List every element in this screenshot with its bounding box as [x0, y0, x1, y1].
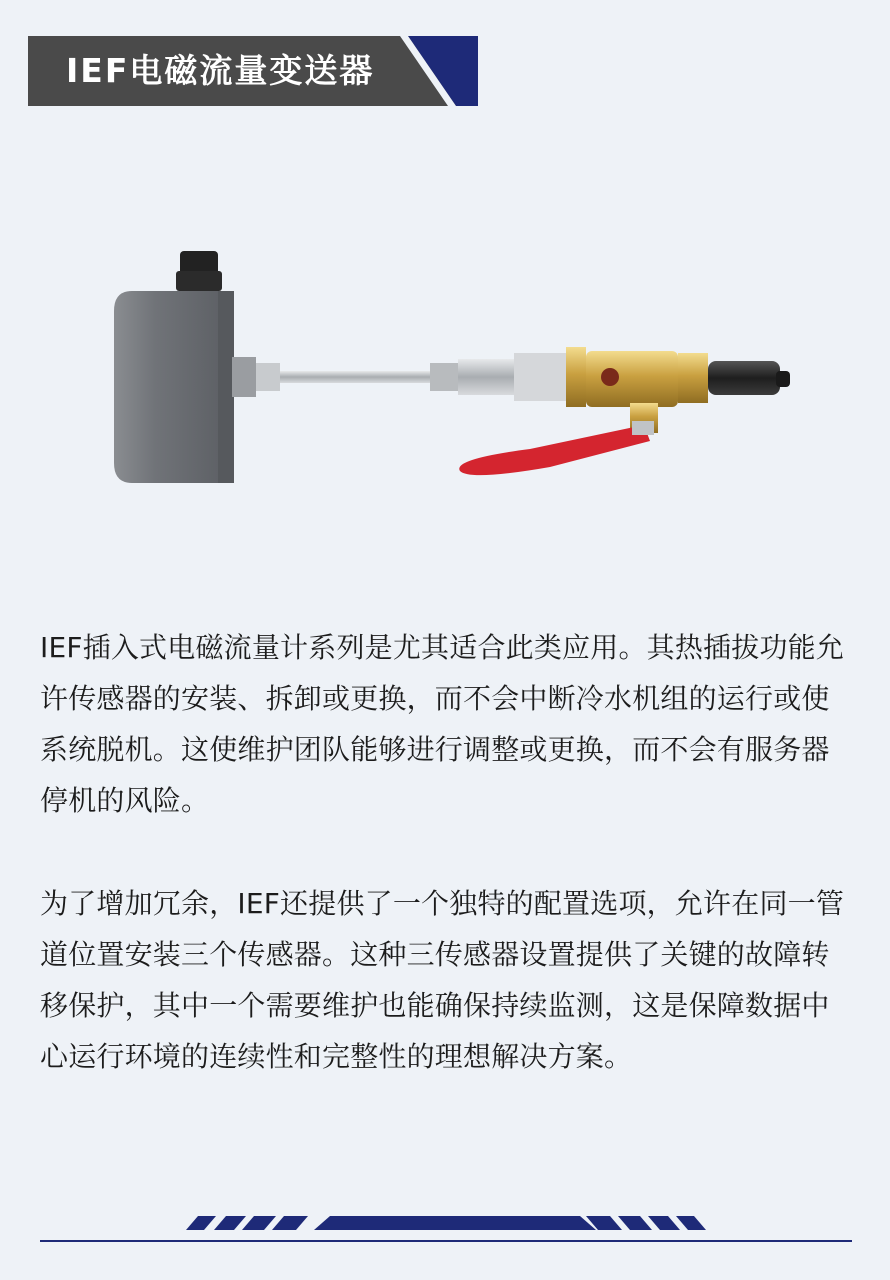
page-title: IEF电磁流量变送器: [66, 51, 375, 90]
header-accent-stripe: [400, 36, 478, 106]
description-paragraph-2: 为了增加冗余，IEF还提供了一个独特的配置选项，允许在同一管道位置安装三个传感器。这种三传感器设置提供了关键的故障转移保护，其中一个需要维护也能确保持续监测，这是保障数据中心运行环境的连续性和完整性的理想解决方案。: [40, 887, 845, 1073]
description-paragraph-1: IEF插入式电磁流量计系列是尤其适合此类应用。其热插拔功能允许传感器的安装、拆卸或更换，而不会中断冷水机组的运行或使系统脱机。这使维护团队能够进行调整或更换，而不会有服务器停机的风险。: [40, 631, 845, 817]
header-banner: [28, 36, 478, 106]
footer-decoration: [40, 1212, 852, 1252]
flow-transmitter-photo: [110, 235, 810, 495]
